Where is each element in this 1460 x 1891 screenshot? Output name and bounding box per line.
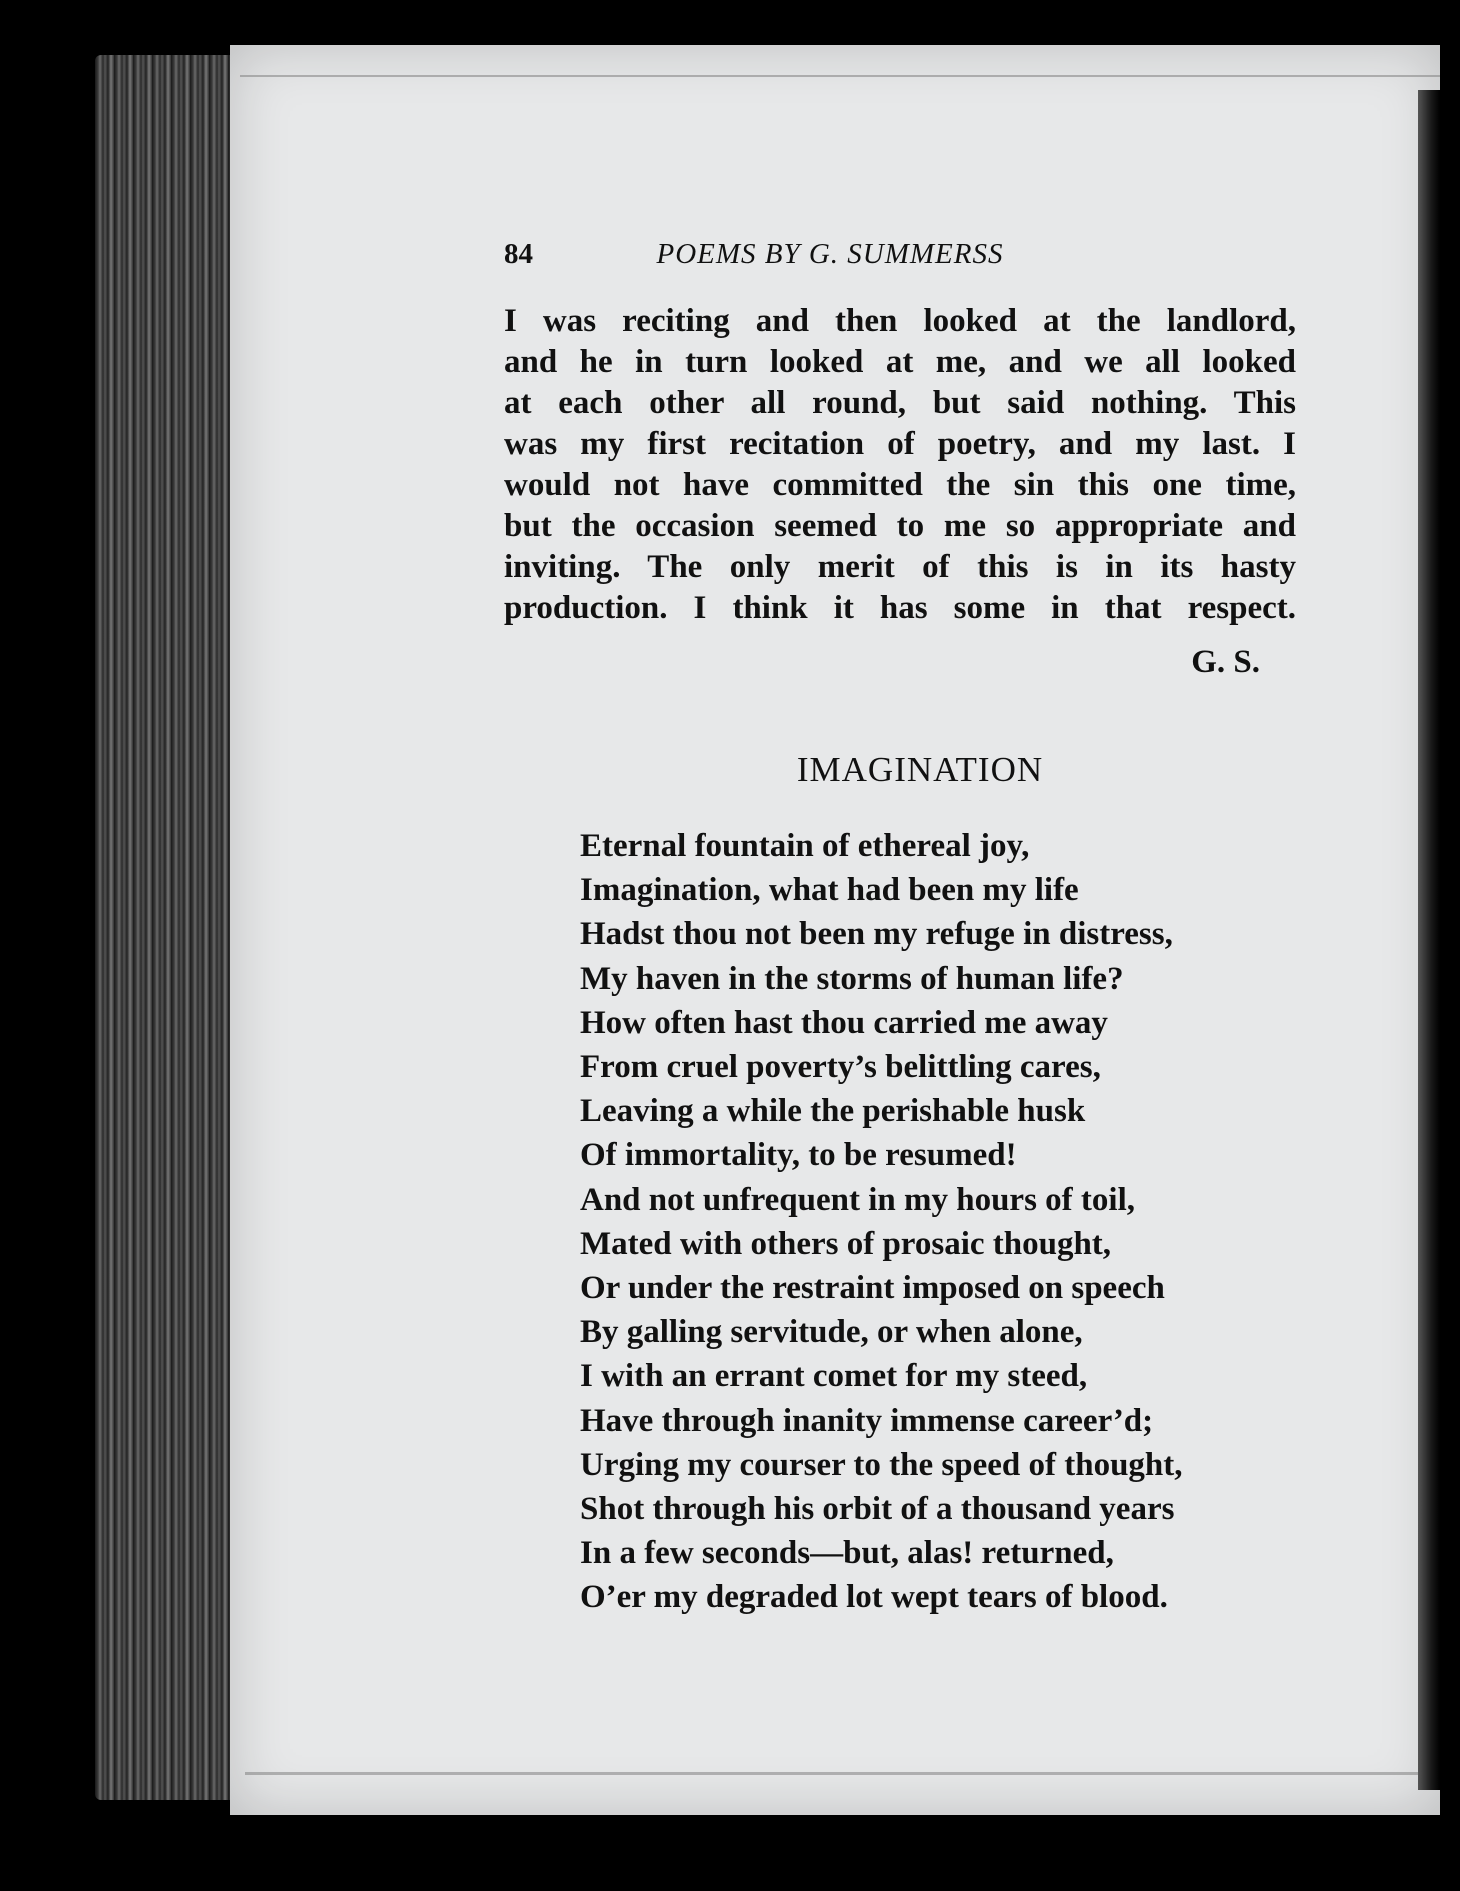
prose-line: at each other all round, but said nothing. This: [504, 385, 1296, 421]
page-gutter-shadow: [1418, 90, 1440, 1790]
poem-line: Hadst thou not been my refuge in distress,: [580, 916, 1173, 953]
poem-line: O’er my degraded lot wept tears of blood.: [580, 1579, 1168, 1616]
poem-line: How often hast thou carried me away: [580, 1004, 1108, 1041]
poem-line: Leaving a while the perishable husk: [580, 1093, 1086, 1130]
prose-line: production. I think it has some in that respect.: [504, 590, 1296, 626]
page-number: 84: [504, 238, 533, 270]
poem-line: From cruel poverty’s belittling cares,: [580, 1049, 1101, 1086]
poem-line: And not unfrequent in my hours of toil,: [580, 1181, 1135, 1218]
prose-line: was my first recitation of poetry, and my last. I: [504, 426, 1296, 462]
poem-body: [580, 824, 1280, 1620]
poem-line: Eternal fountain of ethereal joy,: [580, 828, 1030, 864]
prose-line: I was reciting and then looked at the landlord,: [504, 303, 1296, 339]
prose-line: inviting. The only merit of this is in its hasty: [504, 549, 1296, 585]
poem-line: I with an errant comet for my steed,: [580, 1358, 1088, 1395]
stacked-page-edges: [95, 55, 245, 1800]
poem-line: Or under the restraint imposed on speech: [580, 1270, 1165, 1307]
poem-line: Urging my courser to the speed of thought,: [580, 1446, 1183, 1483]
running-head: [504, 238, 1116, 280]
poem-line: By galling servitude, or when alone,: [580, 1314, 1083, 1351]
poem-title: IMAGINATION: [796, 750, 1044, 789]
author-signature: G. S.: [1191, 644, 1260, 680]
poem-line: Of immortality, to be resumed!: [580, 1137, 1017, 1174]
prose-line: but the occasion seemed to me so appropriate and: [504, 508, 1296, 544]
poem-line: Mated with others of prosaic thought,: [580, 1225, 1112, 1262]
poem-line: Imagination, what had been my life: [580, 872, 1079, 909]
poem-line: My haven in the storms of human life?: [580, 960, 1124, 997]
prose-paragraph: [504, 301, 1296, 629]
prose-line: would not have committed the sin this one time,: [504, 467, 1296, 503]
running-title: POEMS BY G. SUMMERSS: [656, 238, 1004, 270]
poem-line: Have through inanity immense career’d;: [580, 1402, 1154, 1439]
poem-line: Shot through his orbit of a thousand years: [580, 1491, 1175, 1528]
poem-line: In a few seconds—but, alas! returned,: [580, 1535, 1114, 1572]
prose-line: and he in turn looked at me, and we all looked: [504, 344, 1296, 380]
